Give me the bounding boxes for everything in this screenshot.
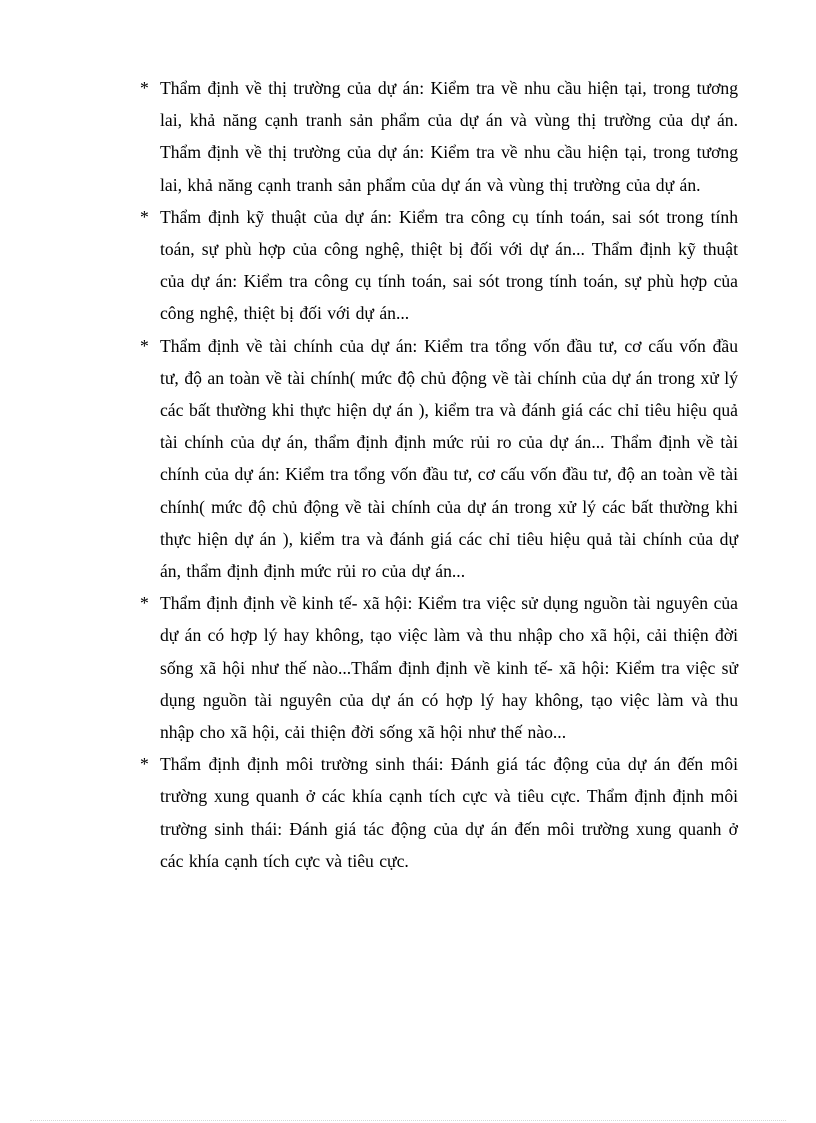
bullet-marker: * bbox=[140, 593, 149, 614]
bullet-marker: * bbox=[140, 335, 149, 356]
bullet-item-technical-appraisal bbox=[140, 201, 738, 330]
bullet-marker: * bbox=[140, 754, 149, 775]
bullet-item-environmental-appraisal bbox=[140, 748, 738, 877]
bullet-text: Thẩm định định về kinh tế- xã hội: Kiểm tra việc sử dụng nguồn tài nguyên của dự án có hợp lý hay không, tạo việc làm và thu nhập cho xã hội, cải thiện đời sống xã hội như thế nào...Thẩm định định về kinh tế- xã hội: Kiểm tra việc sử dụng nguồn tài nguyên của dự án có hợp lý hay không, tạo việc làm và thu nhập cho xã hội, cải thiện đời sống xã hội như thế nào... bbox=[160, 593, 738, 743]
bullet-marker: * bbox=[140, 78, 149, 98]
bullet-item-socioeconomic-appraisal bbox=[140, 587, 738, 748]
bullet-marker: * bbox=[140, 206, 149, 227]
bullet-item-financial-appraisal bbox=[140, 330, 738, 588]
bullet-text: Thẩm định về thị trường của dự án: Kiểm tra về nhu cầu hiện tại, trong tương lai, khả năng cạnh tranh sản phẩm của dự án và vùng thị trường của dự án. Thẩm định về thị trường của dự án: Kiểm tra về nhu cầu hiện tại, trong tương lai, khả năng cạnh tranh sản phẩm của dự án và vùng thị trường của dự án. bbox=[160, 78, 738, 195]
page-bottom-divider bbox=[30, 1120, 786, 1121]
document-body bbox=[140, 72, 738, 877]
bullet-text: Thẩm định về tài chính của dự án: Kiểm tra tổng vốn đầu tư, cơ cấu vốn đầu tư, độ an toàn về tài chính( mức độ chủ động về tài chính của dự án trong xử lý các bất thường khi thực hiện dự án ), kiểm tra và đánh giá các chỉ tiêu hiệu quả tài chính của dự án, thẩm định định mức rủi ro của dự án... Thẩm định về tài chính của dự án: Kiểm tra tổng vốn đầu tư, cơ cấu vốn đầu tư, độ an toàn về tài chính( mức độ chủ động về tài chính của dự án trong xử lý các bất thường khi thực hiện dự án ), kiểm tra và đánh giá các chỉ tiêu hiệu quả tài chính của dự án, thẩm định định mức rủi ro của dự án... bbox=[160, 335, 738, 582]
bullet-item-market-appraisal bbox=[140, 72, 738, 201]
bullet-text: Thẩm định kỹ thuật của dự án: Kiểm tra công cụ tính toán, sai sót trong tính toán, sự phù hợp của công nghệ, thiệt bị đối với dự án... Thẩm định kỹ thuật của dự án: Kiểm tra công cụ tính toán, sai sót trong tính toán, sự phù hợp của công nghệ, thiệt bị đối với dự án... bbox=[160, 206, 738, 324]
bullet-text: Thẩm định định môi trường sinh thái: Đánh giá tác động của dự án đến môi trường xung quanh ở các khía cạnh tích cực và tiêu cực. Thẩm định định môi trường sinh thái: Đánh giá tác động của dự án đến môi trường xung quanh ở các khía cạnh tích cực và tiêu cực. bbox=[160, 754, 738, 871]
